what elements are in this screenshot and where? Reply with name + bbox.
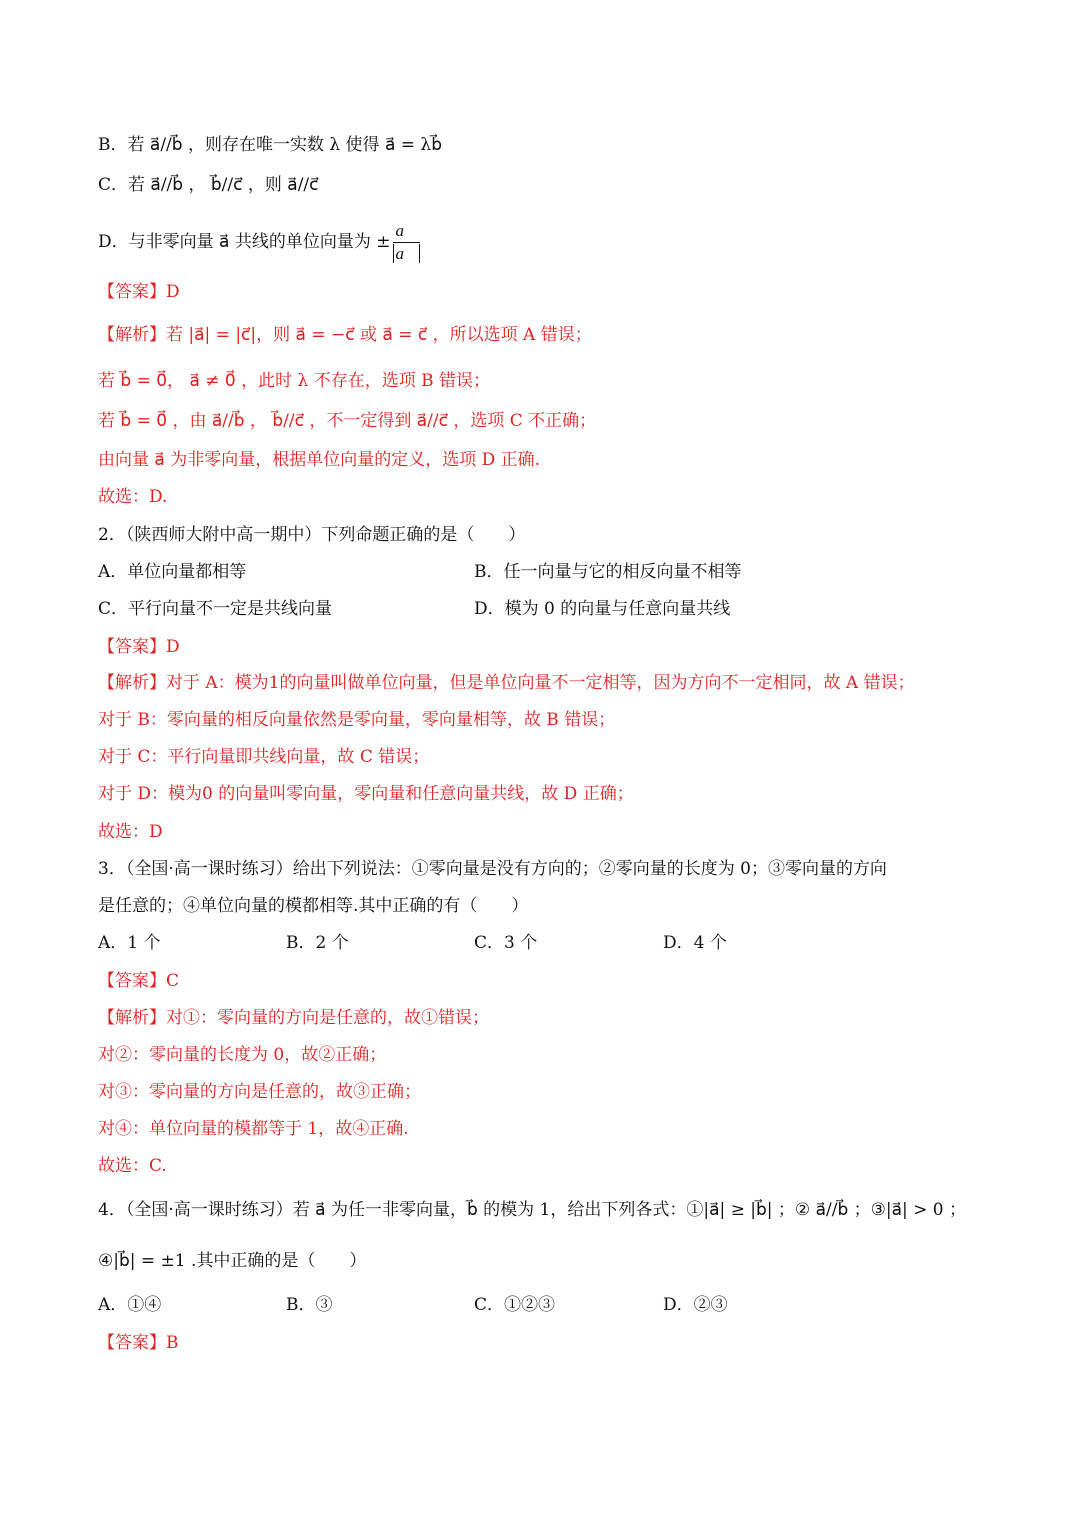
q4-stem-line-2: ④|b⃗| = ±1 .其中正确的是（ ） (98, 1251, 367, 1271)
q2-option-d: D．模为 0 的向量与任意向量共线 (474, 599, 731, 619)
unit-vector-fraction (393, 220, 421, 265)
q3-analysis-line-3: 对③：零向量的方向是任意的，故③正确； (98, 1082, 421, 1102)
q1-analysis-line-1: 【解析】若 |a⃗| = |c⃗|，则 a⃗ = −c⃗ 或 a⃗ = c⃗ ，所以选项 A 错误； (98, 325, 592, 345)
q4-answer: 【答案】B (98, 1333, 179, 1353)
q2-analysis-line-2: 对于 B：零向量的相反向量依然是零向量，零向量相等，故 B 错误； (98, 710, 616, 730)
q1-choice: 故选：D. (98, 487, 168, 507)
q3-analysis-line-4: 对④：单位向量的模都等于 1，故④正确. (98, 1119, 409, 1139)
q2-analysis-line-1: 【解析】对于 A：模为1的向量叫做单位向量，但是单位向量不一定相等，因为方向不一定相同，故 A 错误； (98, 673, 915, 693)
q1-analysis-line-3: 若 b⃗ = 0⃗ ，由 a⃗//b⃗ ， b⃗//c⃗ ，不一定得到 a⃗//c⃗ ，选项 C 不正确； (98, 411, 597, 431)
q4-option-a: A．①④ (98, 1295, 162, 1315)
q3-option-d: D．4 个 (663, 933, 727, 953)
q3-stem-line-2: 是任意的；④单位向量的模都相等.其中正确的有（ ） (98, 896, 529, 916)
q3-choice: 故选：C. (98, 1156, 167, 1176)
q2-option-c: C．平行向量不一定是共线向量 (98, 599, 333, 619)
q3-stem-line-1: 3．（全国·高一课时练习）给出下列说法：①零向量是没有方向的；②零向量的长度为 0；③零向量的方向 (98, 859, 887, 879)
q4-option-b: B．③ (286, 1295, 333, 1315)
q3-analysis-line-1: 【解析】对①：零向量的方向是任意的，故①错误； (98, 1008, 489, 1028)
q1-analysis-line-4: 由向量 a⃗ 为非零向量，根据单位向量的定义，选项 D 正确. (98, 450, 541, 470)
q2-analysis-line-3: 对于 C：平行向量即共线向量，故 C 错误； (98, 747, 430, 767)
q3-option-c: C．3 个 (474, 933, 538, 953)
q2-answer: 【答案】D (98, 637, 180, 657)
fraction-numerator: a⃗ (393, 220, 421, 243)
q4-stem-line-1: 4．（全国·高一课时练习）若 a⃗ 为任一非零向量，b⃗ 的模为 1，给出下列各式：①|a⃗| ≥ |b⃗| ；② a⃗//b⃗ ；③|a⃗| > 0 ； (98, 1200, 967, 1220)
fraction-denominator: a⃗ (393, 244, 421, 263)
q4-option-c: C．①②③ (474, 1295, 556, 1315)
q3-option-b: B．2 个 (286, 933, 349, 953)
q3-analysis-line-2: 对②：零向量的长度为 0，故②正确； (98, 1045, 387, 1065)
q1-analysis-line-2: 若 b⃗ = 0⃗， a⃗ ≠ 0⃗ ，此时 λ 不存在，选项 B 错误； (98, 371, 491, 391)
q2-option-a: A．单位向量都相等 (98, 562, 247, 582)
q2-stem: 2．（陕西师大附中高一期中）下列命题正确的是（ ） (98, 525, 526, 545)
q4-option-d: D．②③ (663, 1295, 728, 1315)
q3-answer: 【答案】C (98, 971, 180, 991)
q2-option-b: B．任一向量与它的相反向量不相等 (474, 562, 742, 582)
q1-option-d-text: D．与非零向量 a⃗ 共线的单位向量为 ± (98, 232, 391, 252)
q2-analysis-line-4: 对于 D：模为0 的向量叫零向量，零向量和任意向量共线，故 D 正确； (98, 784, 634, 804)
q2-choice: 故选：D (98, 822, 163, 842)
q1-option-c: C．若 a⃗//b⃗ ， b⃗//c⃗ ，则 a⃗//c⃗ (98, 175, 319, 195)
q1-option-d (98, 218, 1020, 266)
q3-option-a: A．1 个 (98, 933, 161, 953)
q1-option-b: B．若 a⃗//b⃗ ，则存在唯一实数 λ 使得 a⃗ = λb⃗ (98, 135, 442, 155)
q1-answer: 【答案】D (98, 282, 180, 302)
